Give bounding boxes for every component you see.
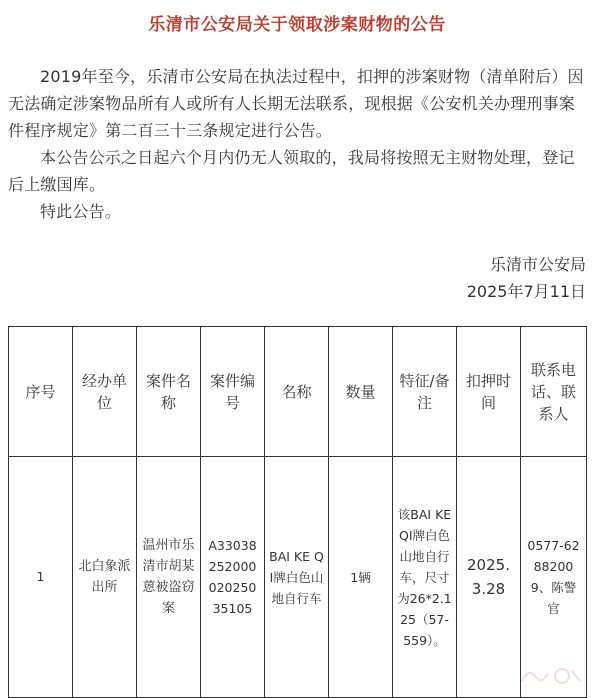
header-index: 序号: [9, 327, 73, 457]
table-header-row: [9, 327, 587, 457]
header-seized-time: 扣押时间: [457, 327, 521, 457]
cell-remark: 该BAI KE QI牌白色山地自行车，尺寸为26*2.125（57-559）。: [393, 457, 457, 698]
header-remark: 特征/备注: [393, 327, 457, 457]
signature-org: 乐清市公安局: [489, 255, 586, 274]
cell-unit: 北白象派出所: [73, 457, 137, 698]
notice-title: 乐清市公安局关于领取涉案财物的公告: [148, 15, 446, 35]
notice-paragraph-3: 特此公告。: [40, 202, 122, 221]
notice-paragraph-1: 2019年至今，乐清市公安局在执法过程中，扣押的涉案财物（清单附后）因无法确定涉案物品所有人或所有人长期无法联系，现根据《公安机关办理刑事案件程序规定》第二百三十三条规定进行公告。: [8, 67, 584, 140]
notice-paragraph-2: 本公告公示之日起六个月内仍无人领取的，我局将按照无主财物处理，登记后上缴国库。: [8, 148, 575, 194]
cell-quantity: 1辆: [329, 457, 393, 698]
header-item-name: 名称: [265, 327, 329, 457]
header-case-no: 案件编号: [201, 327, 265, 457]
cell-index: 1: [9, 457, 73, 698]
cell-case-name: 温州市乐清市胡某蒽被盗窃案: [137, 457, 201, 698]
header-contact: 联系电话、联系人: [521, 327, 587, 457]
watermark-logo: [514, 663, 584, 689]
header-quantity: 数量: [329, 327, 393, 457]
cell-item-name: BAI KE QI牌白色山地自行车: [265, 457, 329, 698]
property-table: [8, 326, 587, 698]
header-case-name: 案件名称: [137, 327, 201, 457]
cell-seized-time: 2025.3.28: [457, 457, 521, 698]
signature-date: 2025年7月11日: [466, 282, 586, 301]
table-row: [9, 457, 587, 698]
cell-contact: 0577-62882009、陈警官: [521, 457, 587, 698]
cell-case-no: A33038252000020250 35105: [201, 457, 265, 698]
header-unit: 经办单位: [73, 327, 137, 457]
